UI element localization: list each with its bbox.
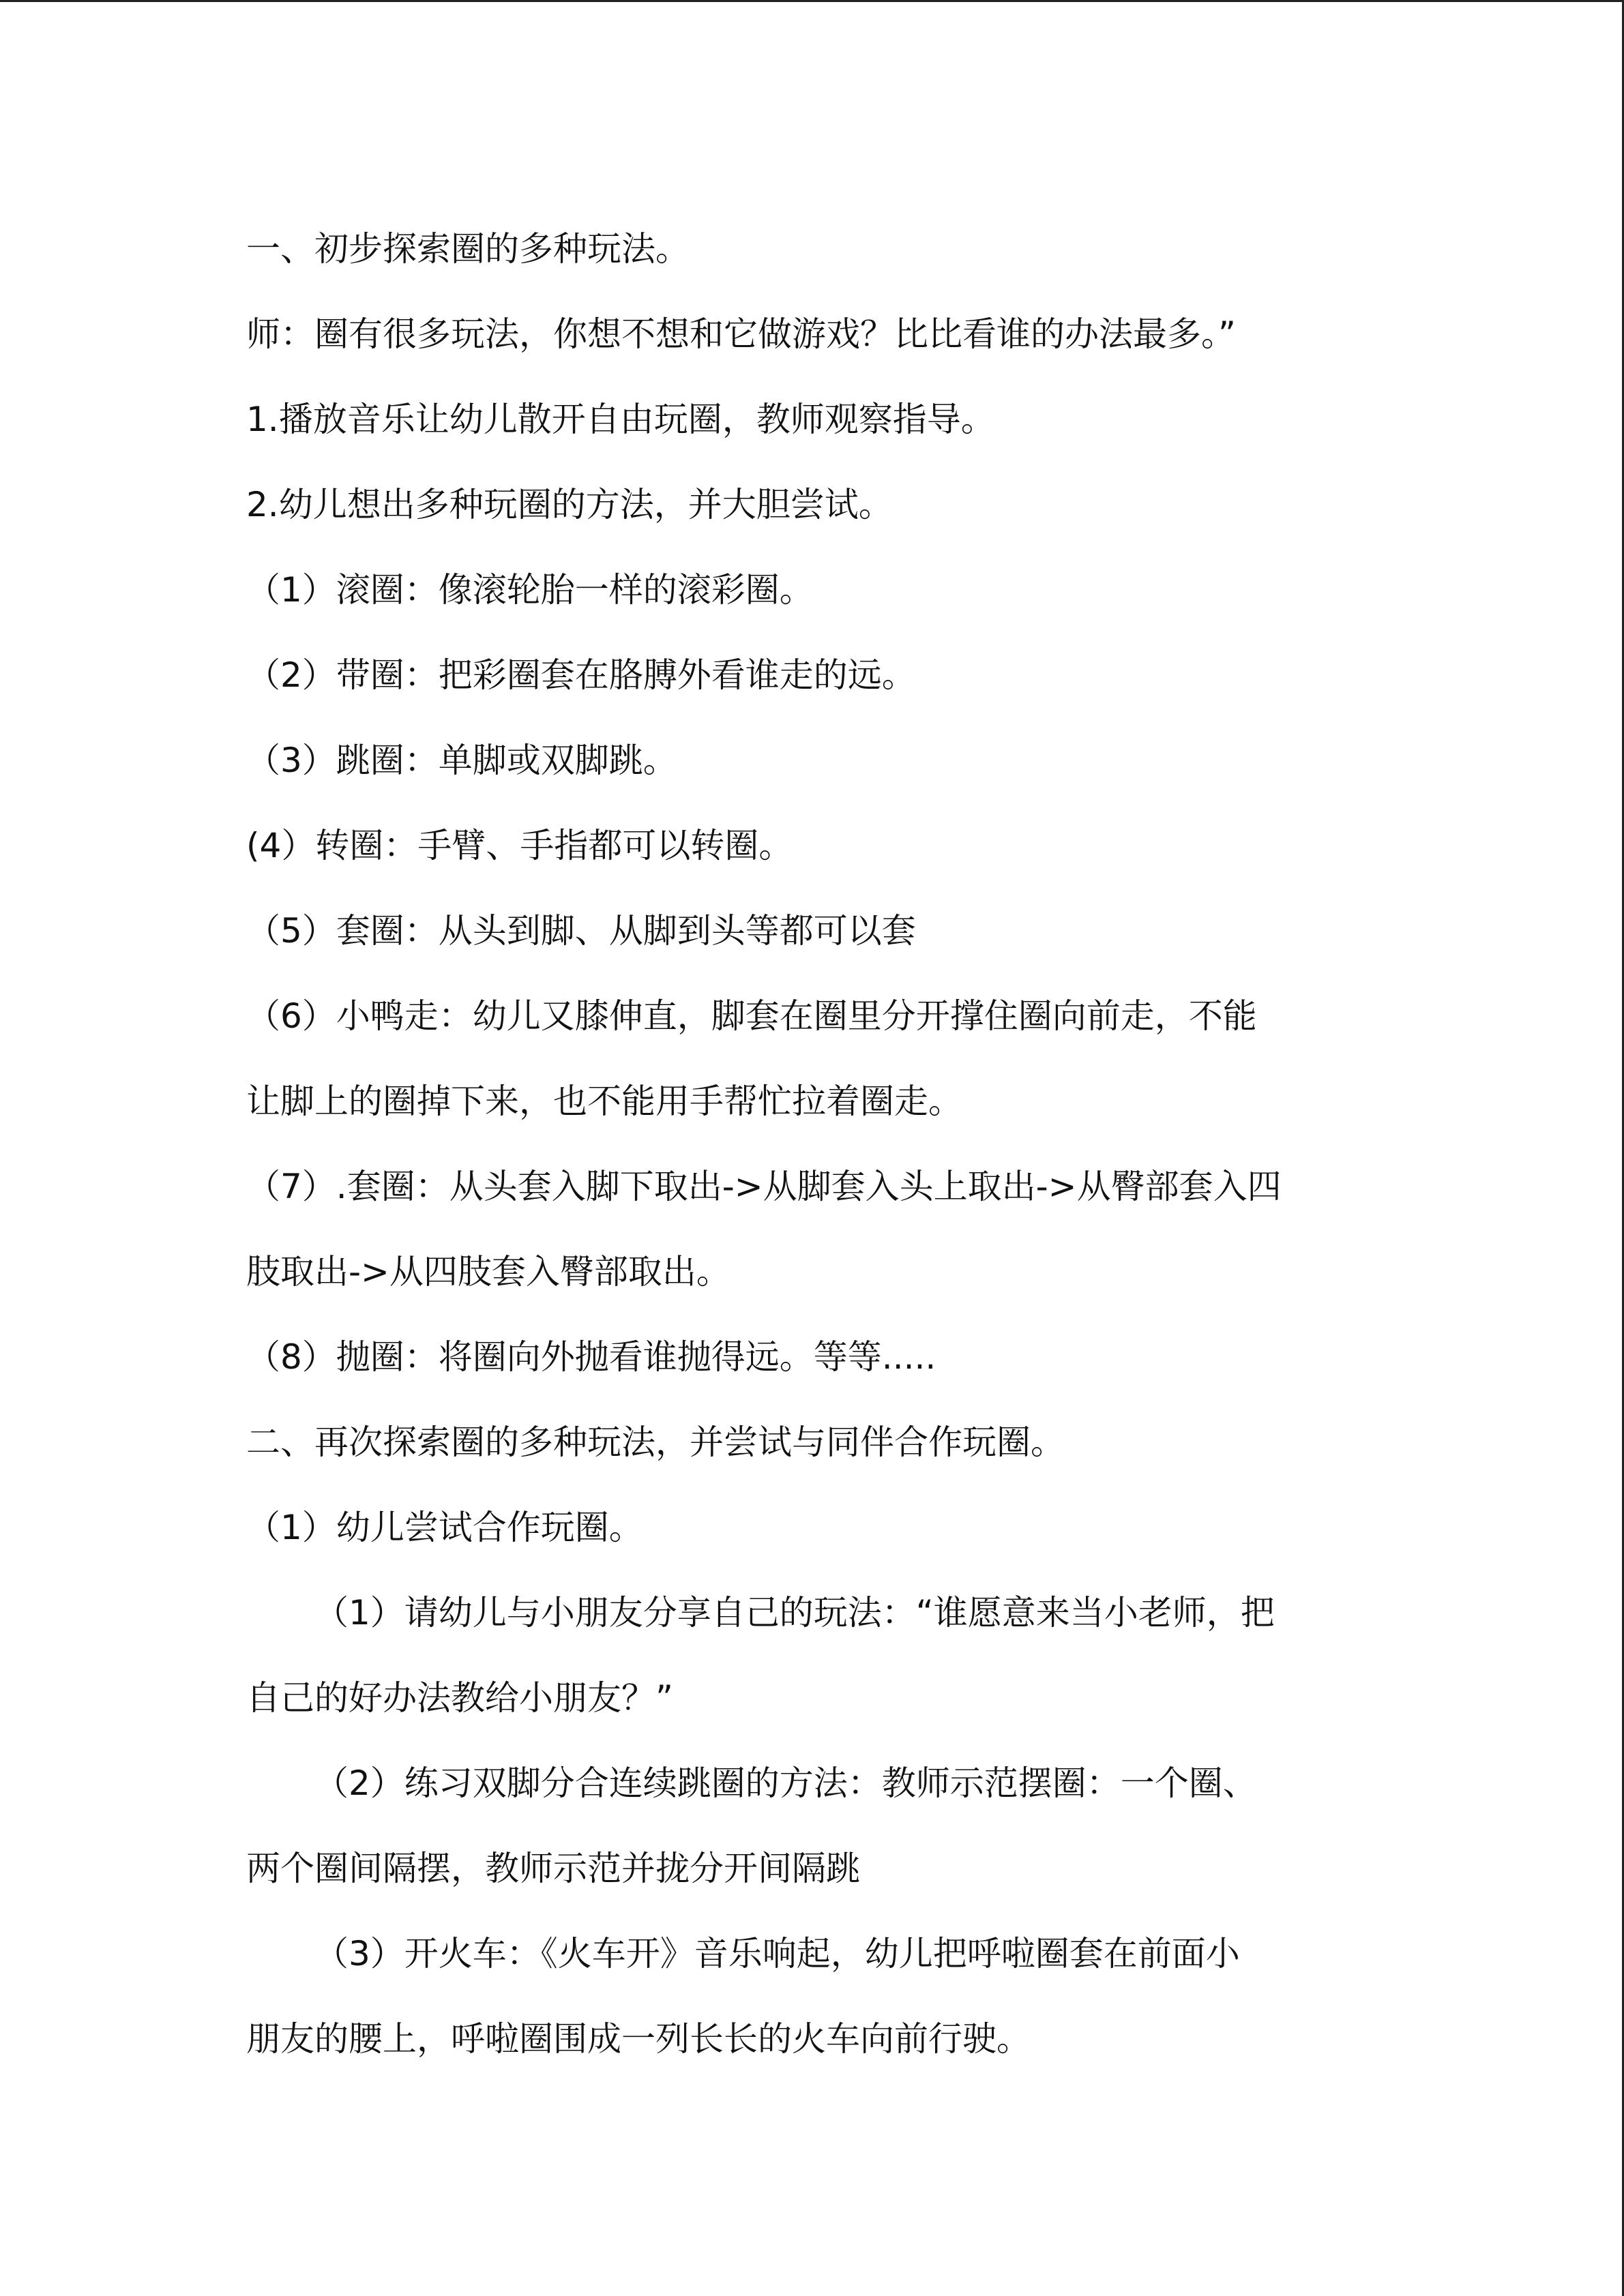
list-item: （8）抛圈：将圈向外抛看谁抛得远。等等..... [246,1337,936,1377]
section-heading-2: 二、再次探索圈的多种玩法，并尝试与同伴合作玩圈。 [246,1422,1065,1462]
list-item-continuation: 让脚上的圈掉下来，也不能用手帮忙拉着圈走。 [246,1082,962,1121]
document-body [246,207,1378,2082]
paragraph-continuation: 朋友的腰上，呼啦圈围成一列长长的火车向前行驶。 [246,2019,1031,2059]
paragraph-continuation: 两个圈间隔摆，教师示范并拢分开间隔跳 [246,1849,860,1888]
list-item: （7）.套圈：从头套入脚下取出->从脚套入头上取出->从臀部套入四 [246,1167,1282,1206]
list-item: (4）转圈：手臂、手指都可以转圈。 [246,826,793,865]
list-item: （6）小鸭走：幼儿又膝伸直，脚套在圈里分开撑住圈向前走，不能 [246,996,1257,1036]
paragraph-continuation: 自己的好办法教给小朋友？” [246,1678,673,1718]
paragraph-line: 2.幼儿想出多种玩圈的方法，并大胆尝试。 [246,485,893,524]
list-item: （3）跳圈：单脚或双脚跳。 [246,741,677,780]
paragraph-line: 师：圈有很多玩法，你想不想和它做游戏？比比看谁的办法最多。” [246,314,1236,354]
list-item-continuation: 肢取出->从四肢套入臀部取出。 [246,1252,730,1292]
indented-paragraph: （1）请幼儿与小朋友分享自己的玩法：“谁愿意来当小老师，把 [314,1593,1275,1632]
paragraph-line: 1.播放音乐让幼儿散开自由玩圈，教师观察指导。 [246,400,995,439]
list-item: （2）带圈：把彩圈套在胳膊外看谁走的远。 [246,655,916,695]
list-item: （1）滚圈：像滚轮胎一样的滚彩圈。 [246,570,814,610]
indented-paragraph: （2）练习双脚分合连续跳圈的方法：教师示范摆圈：一个圈、 [314,1763,1257,1803]
list-item: （5）套圈：从头到脚、从脚到头等都可以套 [246,911,916,951]
section-heading-1: 一、初步探索圈的多种玩法。 [246,229,690,269]
list-item: （1）幼儿尝试合作玩圈。 [246,1508,643,1547]
indented-paragraph: （3）开火车：《火车开》音乐响起，幼儿把呼啦圈套在前面小 [314,1934,1240,1973]
